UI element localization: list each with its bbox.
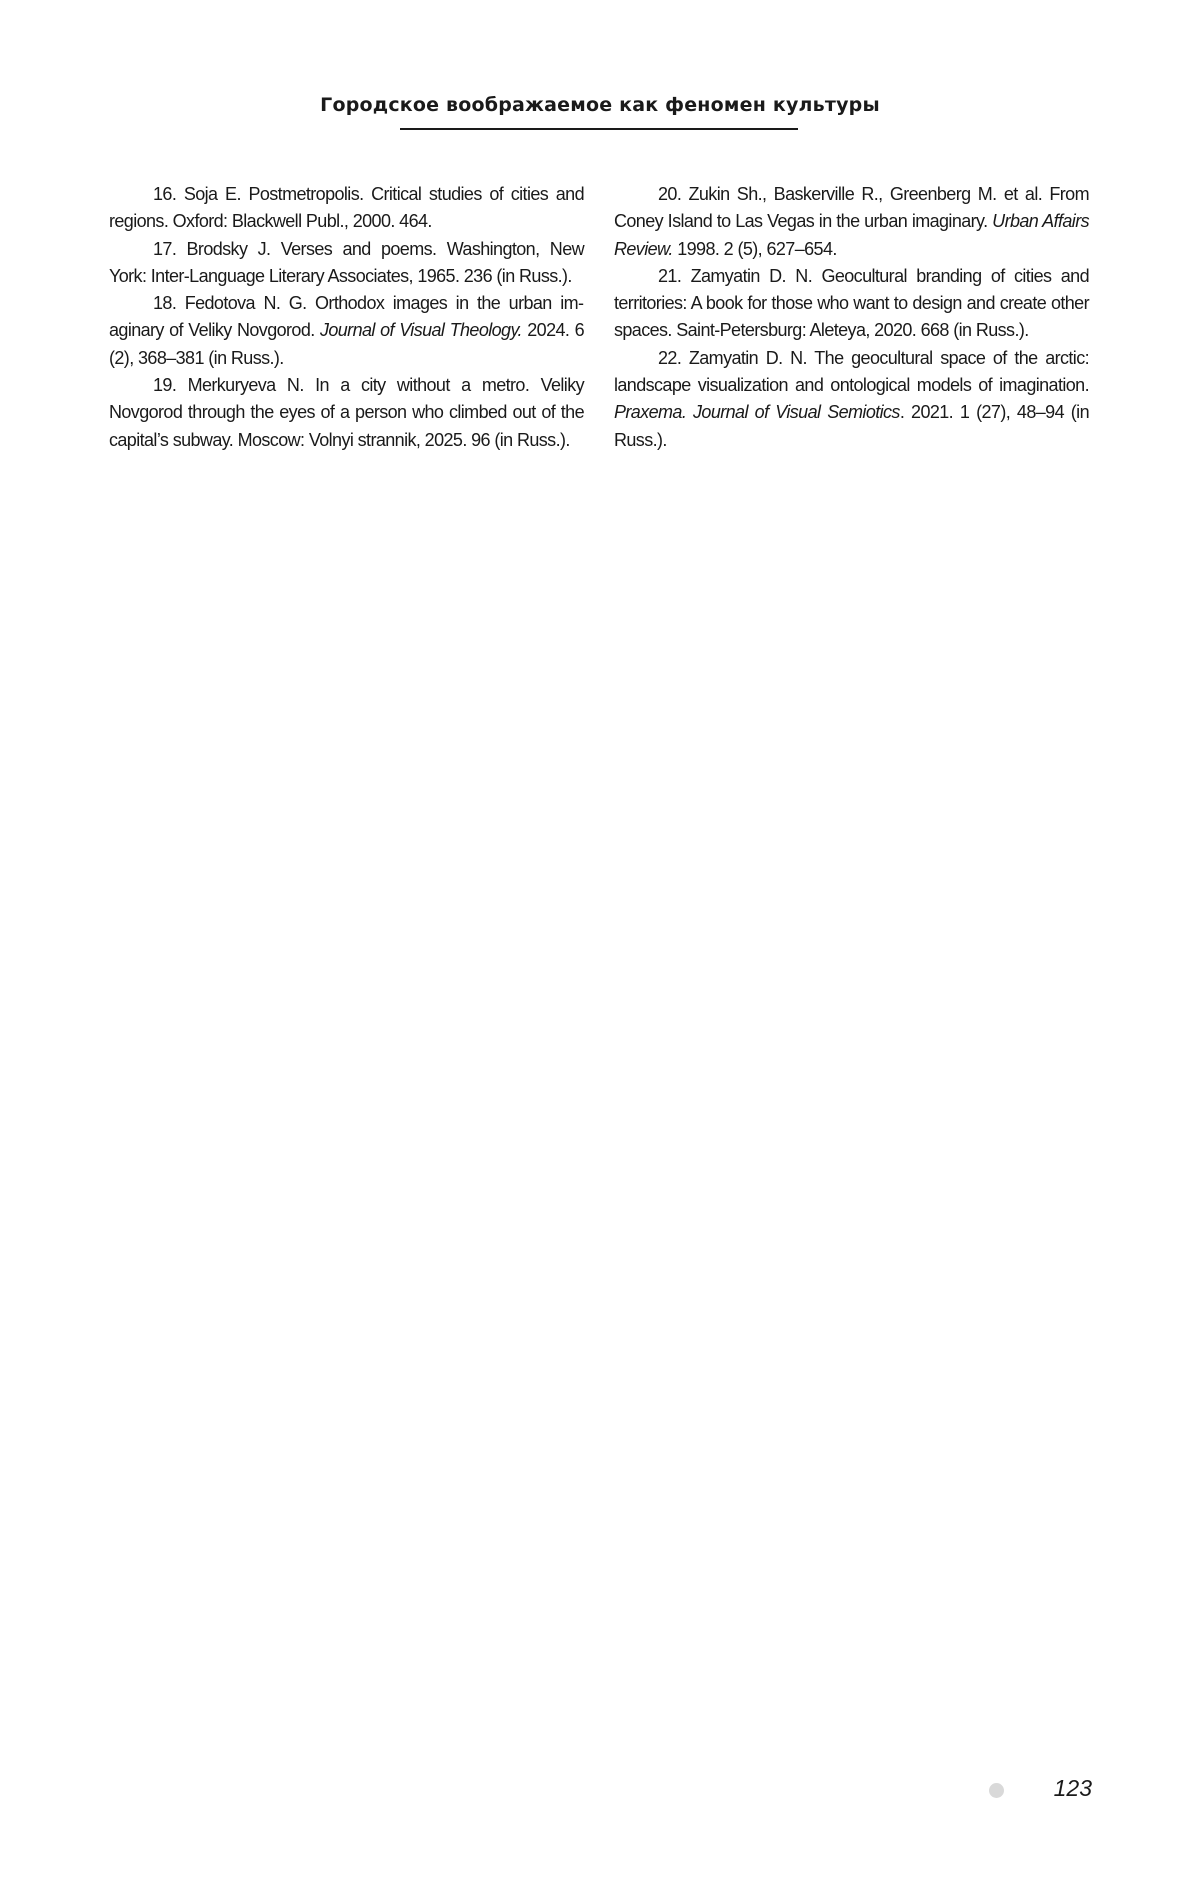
reference-22: [614, 345, 1089, 454]
reference-20: [614, 181, 1089, 263]
reference-text: Fedotova N. G. Orthodox images in the urban imaginary of Veliky Novgorod.: [109, 293, 584, 341]
reference-number: 19.: [153, 375, 177, 396]
reference-number: 21.: [658, 265, 682, 286]
reference-text: Zamyatin D. N. Geocultural branding of cities and territories: A book for those who want to design and create other spaces. Saint-Petersburg: Aleteya, 2020. 668 (in Russ.).: [614, 265, 1089, 341]
references-left-column: [109, 181, 584, 454]
page-marker-dot: [989, 1783, 1004, 1798]
reference-number: 22.: [658, 347, 682, 368]
references-right-column: [614, 181, 1089, 454]
reference-text: Merkuryeva N. In a city without a metro. Veliky Novgorod through the eyes of a person who climbed out of the capital’s subway. Moscow: Volnyi strannik, 2025. 96 (in Russ.).: [109, 375, 584, 450]
reference-number: 20.: [658, 184, 682, 204]
header-rule: [400, 128, 798, 130]
reference-text-after: 1998. 2 (5), 627–654.: [672, 238, 837, 259]
reference-journal-title: Journal of Visual Theology.: [319, 320, 522, 341]
reference-19: [109, 372, 584, 454]
reference-18: [109, 290, 584, 372]
reference-text: Brodsky J. Verses and poems. Washington, New York: Inter-Language Literary Associates, 1965. 236 (in Russ.).: [109, 238, 584, 286]
reference-number: 17.: [153, 238, 177, 259]
reference-journal-title: Urban Affairs Review.: [614, 211, 1089, 259]
running-header-title: Городское воображаемое как феномен культуры: [320, 94, 880, 116]
reference-text-after: . 2021. 1 (27), 48–94 (in Russ.).: [614, 402, 1089, 450]
reference-text: Soja E. Postmetropolis. Critical studies of cities and regions. Oxford: Blackwell Publ., 2000. 464.: [109, 184, 584, 232]
reference-16: [109, 181, 584, 236]
reference-number: 18.: [153, 293, 177, 314]
reference-text: Zamyatin D. N. The geocultural space of the arctic: landscape visualization and ontological models of imagination.: [614, 347, 1089, 396]
reference-number: 16.: [153, 184, 177, 204]
page-number: 123: [1053, 1775, 1092, 1801]
reference-21: [614, 263, 1089, 345]
reference-text: Zukin Sh., Baskerville R., Greenberg M. et al. From Coney Island to Las Vegas in the urban imaginary.: [614, 184, 1089, 232]
reference-17: [109, 236, 584, 291]
reference-text-after: 2024. 6 (2), 368–381 (in Russ.).: [109, 320, 585, 368]
reference-journal-title: Praxema. Journal of Visual Semiotics: [614, 402, 900, 423]
